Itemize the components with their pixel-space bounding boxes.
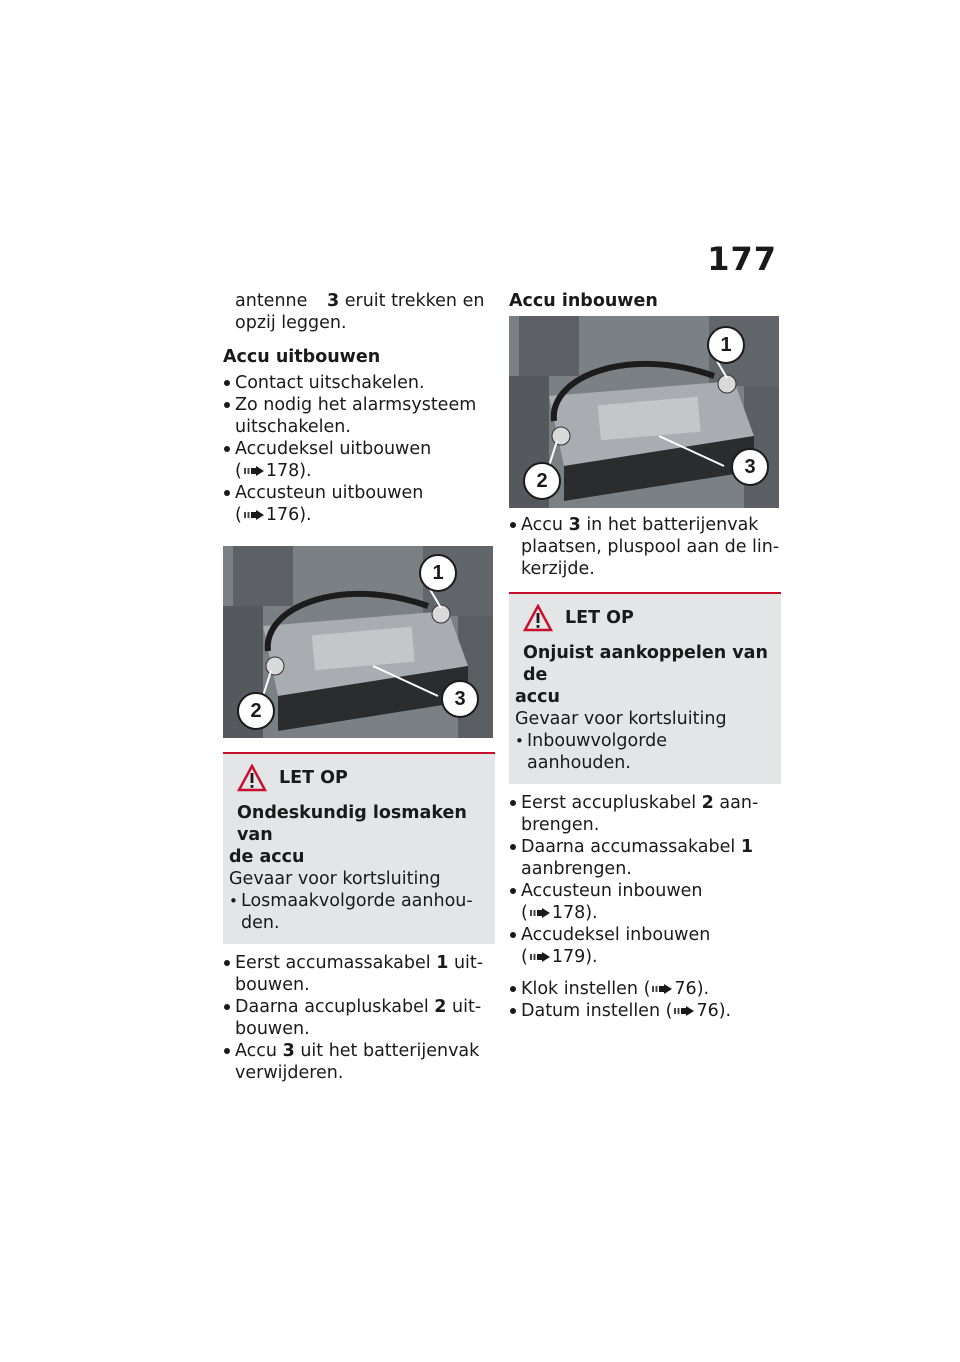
list-item: Datum instellen ( 76). xyxy=(509,1000,781,1022)
page-reference[interactable]: 76 xyxy=(696,1001,719,1021)
right-column xyxy=(509,290,781,1022)
list-item: Accudeksel uitbouwen ( 178). xyxy=(223,438,495,482)
callout-3: 3 xyxy=(731,448,769,486)
warning-triangle-icon xyxy=(237,764,267,792)
callout-2: 2 xyxy=(237,692,275,730)
intro-paragraph xyxy=(223,290,495,334)
list-item: • Inbouwvolgorde aanhouden. xyxy=(515,730,775,774)
note-list xyxy=(515,730,775,774)
section-heading-install: Accu inbouwen xyxy=(509,291,658,311)
intro-ref: 3 xyxy=(326,291,340,311)
list-item: • Losmaakvolgorde aanhou- den. xyxy=(229,890,489,934)
warning-triangle-icon xyxy=(523,604,553,632)
list-item: Daarna accumassakabel 1 aanbrengen. xyxy=(509,836,781,880)
callout-1: 1 xyxy=(707,326,745,364)
page-reference-arrow-icon xyxy=(674,1006,694,1016)
page-reference[interactable]: 178 xyxy=(265,461,300,481)
warning-note-remove xyxy=(223,752,495,944)
install-sequence-steps xyxy=(509,792,781,968)
settings-steps xyxy=(509,978,781,1022)
note-body: Gevaar voor kortsluiting xyxy=(515,709,727,729)
warning-note-install xyxy=(509,592,781,784)
note-subtitle: Onjuist aankoppelen van de xyxy=(523,643,768,685)
remove-sequence-steps xyxy=(223,952,495,1084)
page-reference[interactable]: 179 xyxy=(551,947,586,967)
callout-1: 1 xyxy=(419,554,457,592)
note-subtitle-cont: de accu xyxy=(229,847,305,867)
remove-steps xyxy=(223,372,495,526)
page-reference-arrow-icon xyxy=(244,510,264,520)
page-reference[interactable]: 178 xyxy=(551,903,586,923)
page-reference-arrow-icon xyxy=(530,952,550,962)
intro-rest: eruit trekken en xyxy=(339,291,485,311)
page-number: 177 xyxy=(707,240,777,278)
list-item: Accusteun inbouwen ( 178). xyxy=(509,880,781,924)
page-reference[interactable]: 76 xyxy=(674,979,697,999)
page-reference-arrow-icon xyxy=(652,984,672,994)
list-item: Contact uitschakelen. xyxy=(223,372,495,394)
page-reference-arrow-icon xyxy=(244,466,264,476)
intro-text: antenne xyxy=(235,291,308,311)
install-placement-step xyxy=(509,514,781,580)
page-reference[interactable]: 176 xyxy=(265,505,300,525)
list-item: Eerst accumassakabel 1 uit- bouwen. xyxy=(223,952,495,996)
callout-3: 3 xyxy=(441,680,479,718)
list-item: Accusteun uitbouwen ( 176). xyxy=(223,482,495,526)
battery-figure-remove xyxy=(223,546,493,738)
note-list xyxy=(229,890,489,934)
note-subtitle-cont: accu xyxy=(515,687,561,707)
list-item: Accu 3 in het batterijenvak plaatsen, pluspool aan de lin- kerzijde. xyxy=(509,514,781,580)
note-title: LET OP xyxy=(565,608,634,628)
note-title: LET OP xyxy=(279,768,348,788)
list-item: Accudeksel inbouwen ( 179). xyxy=(509,924,781,968)
list-item: Eerst accupluskabel 2 aan- brengen. xyxy=(509,792,781,836)
callout-2: 2 xyxy=(523,462,561,500)
battery-figure-install xyxy=(509,316,779,508)
note-body: Gevaar voor kortsluiting xyxy=(229,869,441,889)
list-item: Accu 3 uit het batterijenvak verwijderen. xyxy=(223,1040,495,1084)
left-column xyxy=(223,290,495,1084)
section-heading-remove: Accu uitbouwen xyxy=(223,347,381,367)
intro-rest-2: opzij leggen. xyxy=(235,313,347,333)
page-reference-arrow-icon xyxy=(530,908,550,918)
list-item: Daarna accupluskabel 2 uit- bouwen. xyxy=(223,996,495,1040)
note-subtitle: Ondeskundig losmaken van xyxy=(237,803,467,845)
list-item: Klok instellen ( 76). xyxy=(509,978,781,1000)
list-item: Zo nodig het alarmsysteem uitschakelen. xyxy=(223,394,495,438)
